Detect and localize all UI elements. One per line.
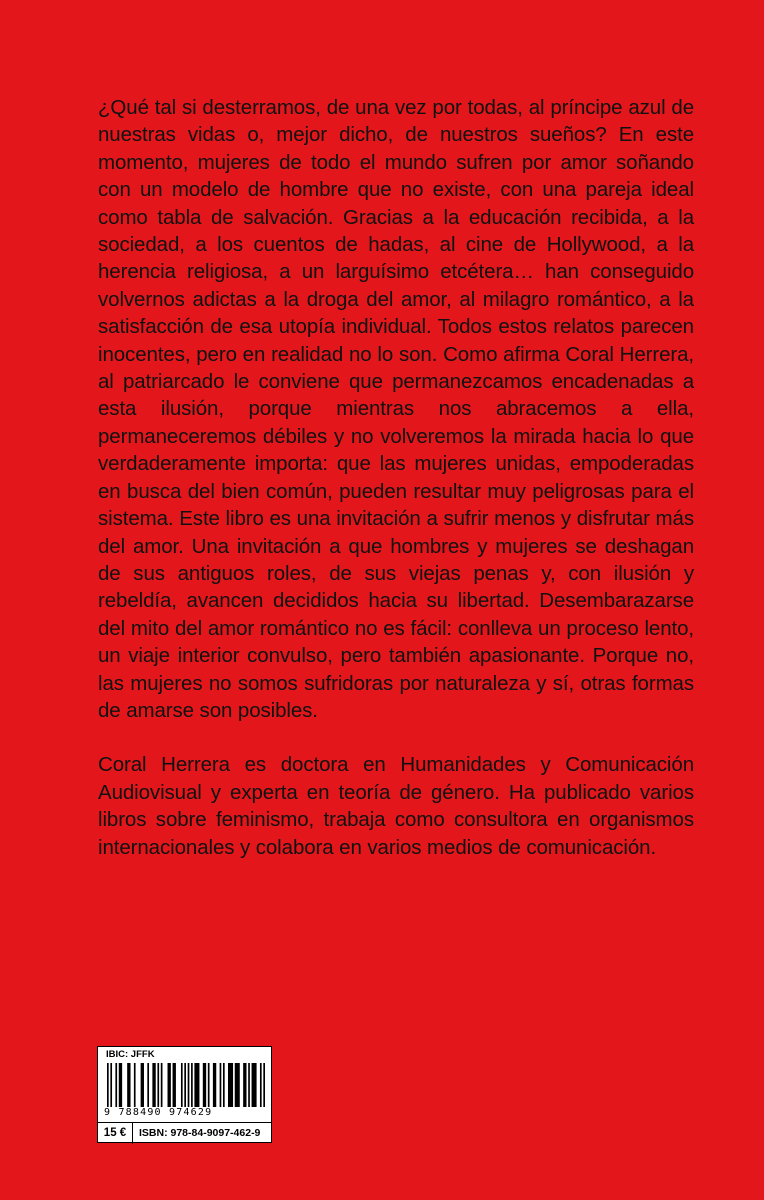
- barcode-bar: [263, 1063, 265, 1107]
- barcode-bar: [243, 1063, 246, 1107]
- ibic-code: IBIC: JFFK: [106, 1049, 155, 1060]
- barcode-bar: [223, 1063, 225, 1107]
- barcode-bar: [134, 1063, 136, 1107]
- barcode-bars: [106, 1063, 266, 1107]
- barcode-bar: [220, 1063, 222, 1107]
- barcode-bar: [173, 1063, 176, 1107]
- barcode-bar: [184, 1063, 186, 1107]
- isbn-label: ISBN: 978-84-9097-462-9: [139, 1127, 261, 1139]
- barcode-bar: [161, 1063, 163, 1107]
- barcode-bar: [194, 1063, 199, 1107]
- barcode-digits: 9 788490 974629: [104, 1107, 213, 1118]
- barcode-bar: [147, 1063, 149, 1107]
- barcode-bar: [119, 1063, 122, 1107]
- barcode-bar: [235, 1063, 240, 1107]
- blurb-text-block: [98, 94, 694, 888]
- barcode-bar: [213, 1063, 216, 1107]
- barcode-bar: [127, 1063, 130, 1107]
- price-isbn-row: [98, 1122, 271, 1144]
- barcode-bar: [110, 1063, 112, 1107]
- barcode-bar: [203, 1063, 206, 1107]
- barcode-bar: [168, 1063, 171, 1107]
- barcode-bar: [188, 1063, 190, 1107]
- barcode-bar: [107, 1063, 109, 1107]
- barcode-bar: [248, 1063, 250, 1107]
- author-bio-paragraph: Coral Herrera es doctora en Humanidades y Comunicación Audiovisual y experta en teoría de género. Ha publicado varios libros sobre feminismo, trabaja como consultora en organismos internacionales y colabora en varios medios de comunicación.: [98, 753, 694, 859]
- barcode-label: [97, 1046, 272, 1143]
- synopsis-paragraph: ¿Qué tal si desterramos, de una vez por todas, al príncipe azul de nuestras vidas o, mejor dicho, de nuestros sueños? En este momento, mujeres de todo el mundo sufren por amor soñando con un modelo de hombre que no existe, con una pareja ideal como tabla de salvación. Gracias a la educación recibida, a la sociedad, a los cuentos de hadas, al cine de Hollywood, a la herencia religiosa, a un larguísimo etcétera… han conseguido volvernos adictas a la droga del amor, al milagro romántico, a la satisfacción de esa utopía individual. Todos estos relatos parecen inocentes, pero en realidad no lo son. Como afirma Coral Herrera, al patriarcado le conviene que permanezcamos encadenadas a esta ilusión, porque mientras nos abracemos a ella, permaneceremos débiles y no volveremos la mirada hacia lo que verdaderamente importa: que las mujeres unidas, empoderadas en busca del bien común, pueden resultar muy peligrosas para el sistema. Este libro es una invitación a sufrir menos y disfrutar más del amor. Una invitación a que hombres y mujeres se deshagan de sus antiguos roles, de sus viejas penas y, con ilusión y rebeldía, avancen decididos hacia su libertad. Desembarazarse del mito del amor romántico no es fácil: conlleva un proceso lento, un viaje interior convulso, pero también apasionante. Porque no, las mujeres no somos sufridoras por naturaleza y sí, otras formas de amarse son posibles.: [98, 96, 694, 722]
- barcode-bar: [141, 1063, 144, 1107]
- barcode-bar: [208, 1063, 210, 1107]
- barcode-bar: [191, 1063, 193, 1107]
- barcode-bar: [260, 1063, 262, 1107]
- barcode-bar: [152, 1063, 155, 1107]
- barcode-bar: [115, 1063, 117, 1107]
- barcode-bar: [181, 1063, 183, 1107]
- price-label: 15 €: [98, 1123, 133, 1144]
- barcode-bar: [252, 1063, 257, 1107]
- barcode-bar: [157, 1063, 159, 1107]
- barcode-bar: [228, 1063, 233, 1107]
